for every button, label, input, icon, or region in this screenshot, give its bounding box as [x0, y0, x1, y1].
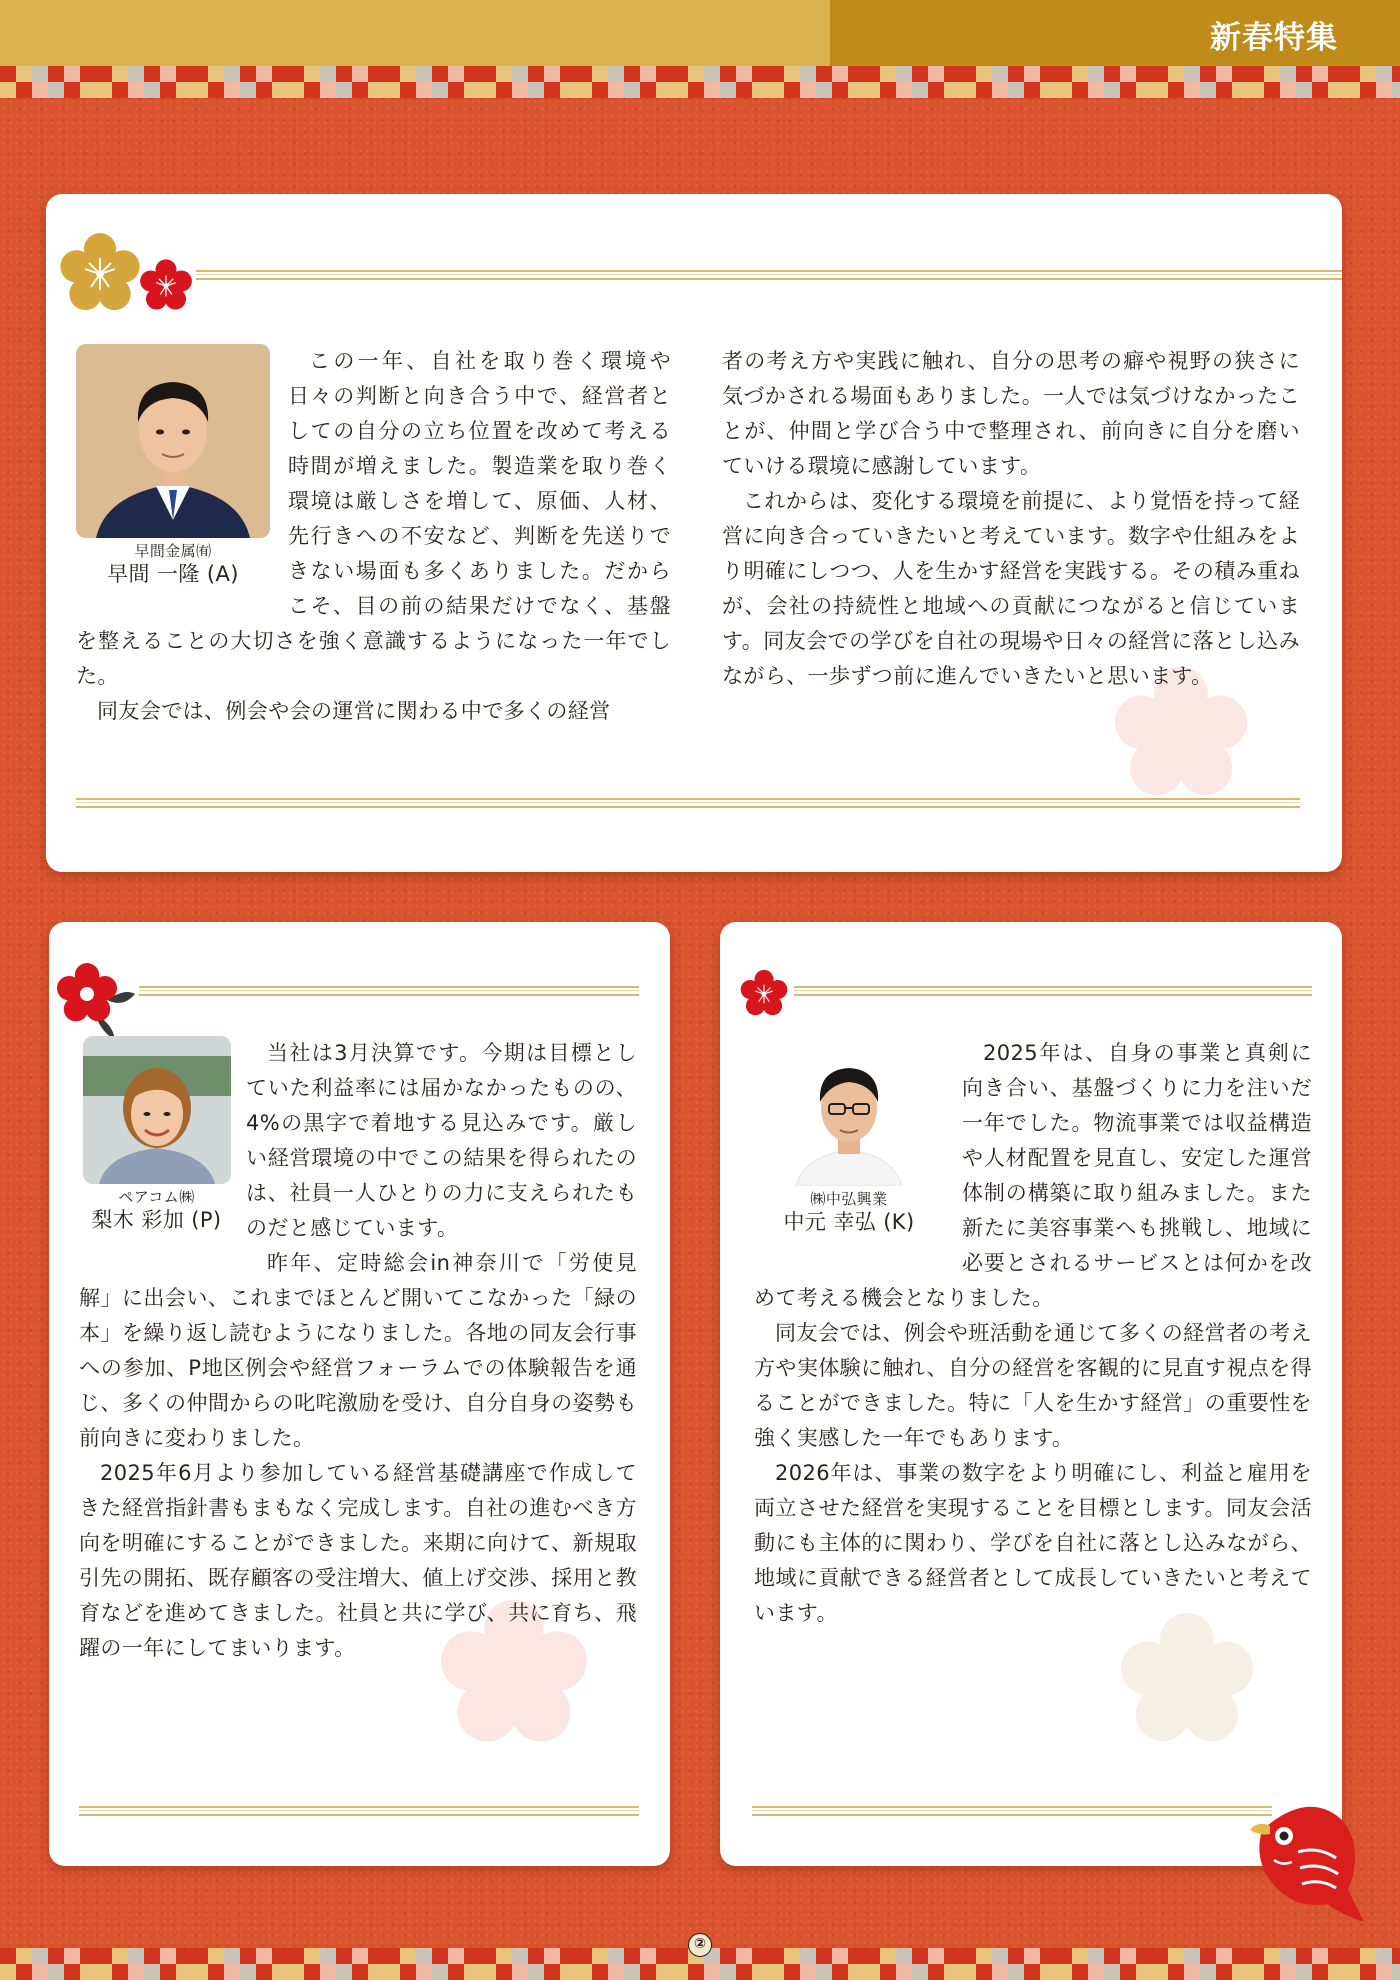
gold-rule-top: [196, 270, 1342, 280]
sea-bream-icon: [1240, 1780, 1368, 1930]
person-name-k: 中元 幸弘 (K): [783, 1210, 915, 1234]
article-a-paragraph-2-end: 者の考え方や実践に触れ、自分の思考の癖や視野の狭さに気づかされる場面もありました。一人では気づけなかったことが、仲間と学び合う中で整理され、前向きに自分を磨いていける環境に感謝しています。: [722, 349, 1300, 478]
article-a-paragraph-1: この一年、自社を取り巻く環境や日々の判断と向き合う中で、経営者としての自分の立ち位置を改めて考える時間が増えました。製造業を取り巻く環境は厳しさを増して、原価、人材、先行きへの不安など、判断を先送りできない場面も多くありました。だからこそ、目の前の結果だけでなく、基盤を整えることの大切さを強く意識するようになった一年でした。: [76, 349, 671, 688]
article-a-column-2: [722, 344, 1300, 694]
article-card-k: [720, 922, 1342, 1866]
person-name-a: 早間 一隆 (A): [107, 562, 239, 586]
article-p-text: [79, 1036, 637, 1666]
article-k-paragraph-3: 2026年は、事業の数字をより明確にし、利益と雇用を両立させた経営を実現することを目標とします。同友会活動にも主体的に関わり、学びを自社に落とし込みながら、地域に貢献できる経営者として成長していきたいと考えています。: [754, 1461, 1312, 1625]
camellia-icon: [55, 958, 135, 1042]
company-name-p: ペアコム㈱: [118, 1188, 195, 1206]
profile-photo-a: [76, 344, 270, 600]
gold-rule-bottom: [79, 1806, 639, 1816]
person-portrait-icon: [774, 1036, 924, 1186]
person-portrait-icon: [76, 344, 270, 538]
article-a-column-1: [76, 344, 671, 729]
plum-blossom-icon: [732, 962, 796, 1026]
article-p-paragraph-3: 2025年6月より参加している経営基礎講座で作成してきた経営指針書もまもなく完成します。自社の進むべき方向を明確にすることができました。来期に向けて、新規取引先の開拓、既存顧客の受注増大、値上げ交渉、採用と教育などを進めてきました。社員と共に学び、共に育ち、飛躍の一年にしてまいります。: [79, 1461, 637, 1660]
article-a-paragraph-3: これからは、変化する環境を前提に、より覚悟を持って経営に向き合っていきたいと考えています。数字や仕組みをより明確にしつつ、人を生かす経営を実践する。その積み重ねが、会社の持続性と地域への貢献につながると信じています。同友会での学びを自社の現場や日々の経営に落とし込みながら、一歩ずつ前に進んでいきたいと思います。: [722, 489, 1300, 688]
company-name-a: 早間金属㈲: [134, 542, 212, 560]
article-a-paragraph-2-start: 同友会では、例会や会の運営に関わる中で多くの経営: [97, 699, 611, 723]
company-name-k: ㈱中弘興業: [810, 1190, 888, 1208]
header-bar: [0, 0, 830, 66]
person-name-p: 梨木 彩加 (P): [91, 1208, 222, 1232]
gold-rule-top: [139, 986, 639, 996]
checker-border-top: [0, 66, 1400, 98]
article-p-paragraph-1: 当社は3月決算です。今期は目標としていた利益率には届かなかったものの、4%の黒字で着地する見込みです。厳しい経営環境の中でこの結果を得られたのは、社員一人ひとりの力に支えられたものだと感じています。: [246, 1041, 637, 1240]
gold-rule-bottom: [76, 798, 1300, 808]
person-portrait-icon: [83, 1036, 231, 1184]
profile-photo-k: [754, 1036, 944, 1272]
article-k-paragraph-1: 2025年は、自身の事業と真剣に向き合い、基盤づくりに力を注いだ一年でした。物流事業では収益構造や人材配置を見直し、安定した運営体制の構築に取り組みました。また新たに美容事業へも挑戦し、地域に必要とされるサービスとは何かを改めて考える機会となりました。: [754, 1041, 1312, 1310]
article-k-paragraph-2: 同友会では、例会や班活動を通じて多くの経営者の考え方や実体験に触れ、自分の経営を客観的に見直す視点を得ることができました。特に「人を生かす経営」の重要性を強く実感した一年でもあります。: [754, 1321, 1312, 1450]
article-card-p: [49, 922, 670, 1866]
plum-blossom-icon: [54, 224, 194, 324]
article-p-paragraph-2: 昨年、定時総会in神奈川で「労使見解」に出会い、これまでほとんど開いてこなかった「緑の本」を繰り返し読むようになりました。各地の同友会行事への参加、P地区例会や経営フォーラムでの体験報告を通じ、多くの仲間からの叱咤激励を受け、自分自身の姿勢も前向きに変わりました。: [79, 1251, 637, 1450]
article-card-a: [46, 194, 1342, 872]
profile-photo-p: [79, 1036, 234, 1272]
gold-rule-bottom: [752, 1806, 1272, 1816]
gold-rule-top: [794, 986, 1312, 996]
article-k-text: [754, 1036, 1312, 1631]
page-title: 新春特集: [1210, 20, 1338, 56]
page-number: ②: [688, 1933, 712, 1957]
